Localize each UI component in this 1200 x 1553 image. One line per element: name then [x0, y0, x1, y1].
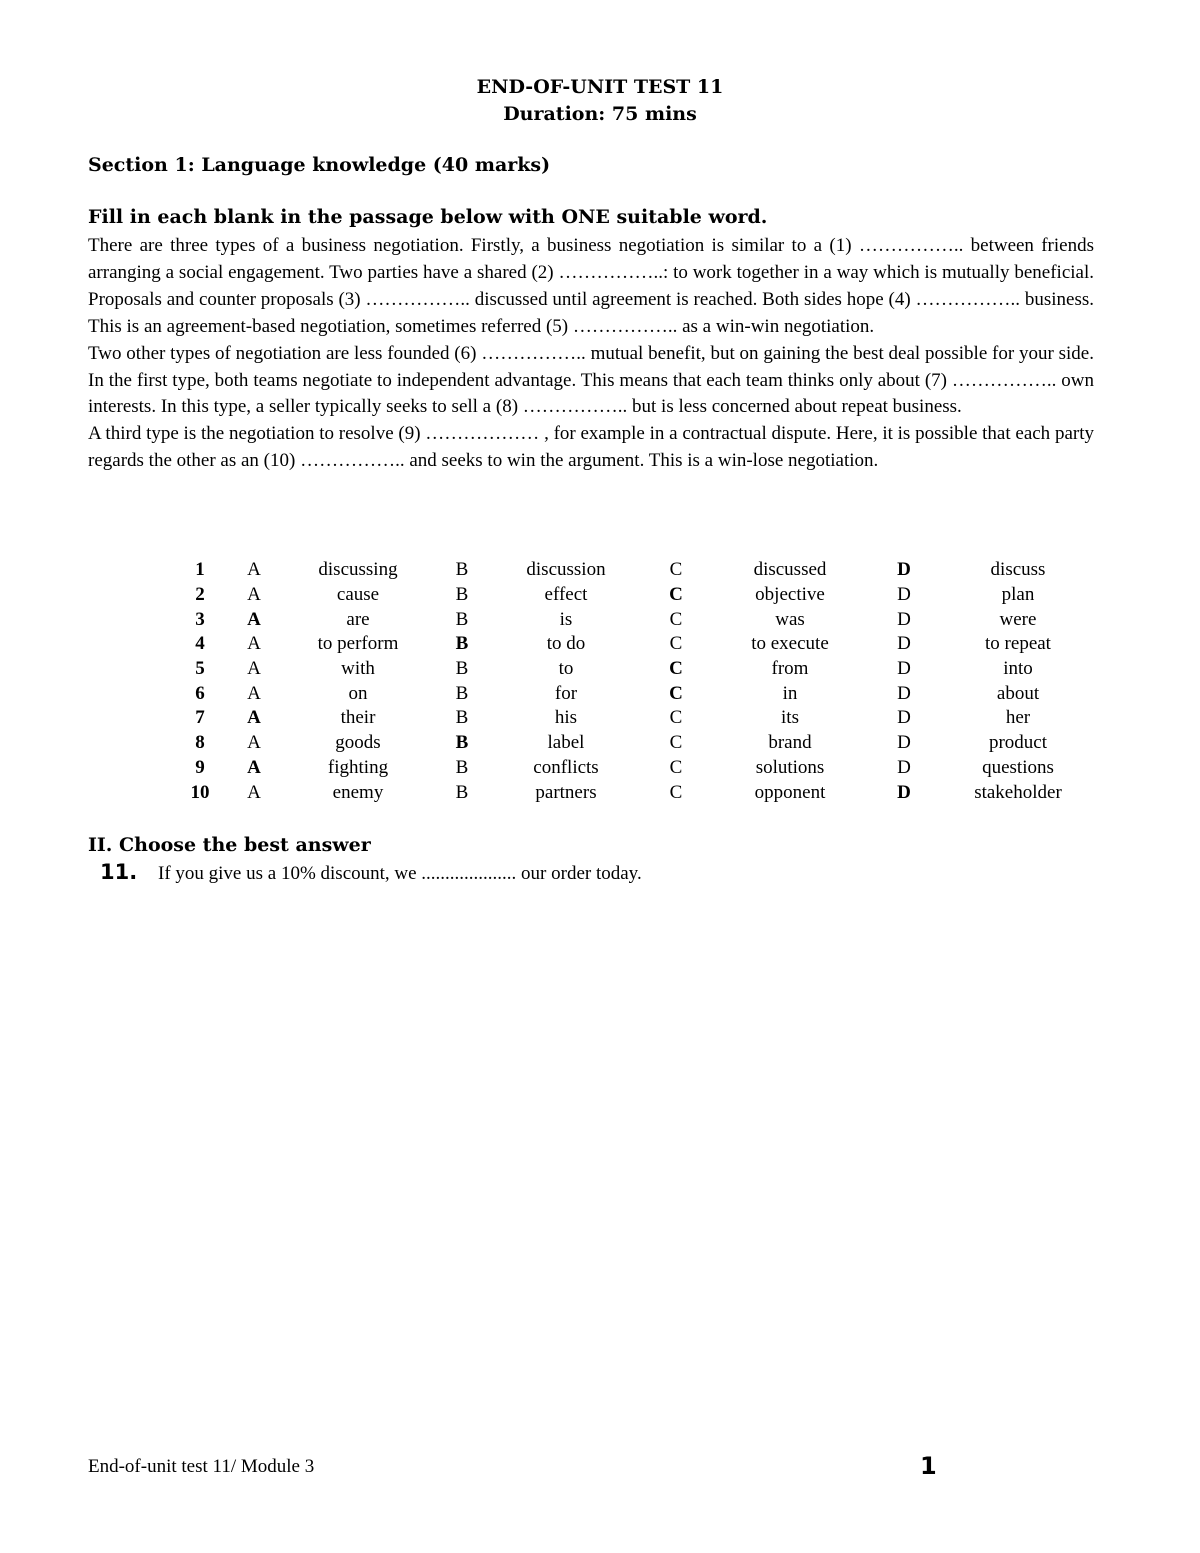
option-word-b: effect: [544, 584, 588, 606]
option-word-a: fighting: [327, 756, 389, 778]
option-word-a: to perform: [317, 633, 399, 655]
option-letter-d: D: [897, 584, 911, 606]
option-word-d: were: [999, 608, 1037, 630]
option-letter-d: D: [897, 732, 911, 754]
option-row: [170, 756, 1102, 781]
option-row: [170, 706, 1102, 731]
option-row: [170, 681, 1102, 706]
option-row: [170, 657, 1102, 682]
option-letter-b: B: [455, 584, 469, 606]
option-letter-c: C: [669, 707, 683, 729]
question-11: [100, 860, 642, 885]
option-letter-b: B: [455, 732, 469, 754]
option-letter-a: A: [247, 584, 261, 606]
option-row: [170, 780, 1102, 805]
option-word-d: into: [1003, 658, 1033, 680]
option-letter-c: C: [669, 633, 683, 655]
question-text: If you give us a 10% discount, we .................... our order today.: [158, 863, 642, 884]
option-word-c: objective: [755, 584, 825, 606]
options-table: [170, 558, 1102, 805]
option-word-a: cause: [336, 584, 380, 606]
option-word-c: opponent: [754, 781, 826, 803]
section-1-instruction: Fill in each blank in the passage below with ONE suitable word.: [88, 206, 768, 228]
option-number: 3: [195, 608, 205, 630]
option-word-a: goods: [335, 732, 381, 754]
option-word-a: with: [341, 658, 375, 680]
section-1-heading: Section 1: Language knowledge (40 marks): [88, 154, 551, 176]
option-word-d: plan: [1001, 584, 1035, 606]
option-word-b: his: [554, 707, 578, 729]
option-number: 6: [195, 682, 205, 704]
option-word-c: brand: [768, 732, 812, 754]
passage: [88, 233, 1094, 475]
option-letter-b: B: [455, 559, 469, 581]
document-header: [0, 74, 1200, 128]
option-word-c: its: [781, 707, 799, 729]
passage-paragraph-2: Two other types of negotiation are less founded (6) …………….. mutual benefit, but on gaining the best deal possible for your side. In the first type, both teams negotiate to independent advantage. This means that each team thinks only about (7) …………….. own interests. In this type, a seller typically seeks to sell a (8) …………….. but is less concerned about repeat business.: [88, 342, 1094, 418]
option-letter-d: D: [897, 658, 911, 680]
option-letter-b: B: [455, 707, 469, 729]
option-word-b: label: [547, 732, 585, 754]
option-letter-b: B: [455, 781, 469, 803]
option-letter-d: D: [897, 756, 911, 778]
option-letter-a: A: [247, 781, 261, 803]
option-word-c: discussed: [753, 559, 827, 581]
option-word-a: on: [348, 682, 368, 704]
option-word-c: solutions: [755, 756, 825, 778]
option-word-d: questions: [982, 756, 1054, 778]
option-word-b: partners: [535, 781, 597, 803]
option-letter-d: D: [897, 682, 911, 704]
option-word-c: in: [782, 682, 798, 704]
option-letter-a: A: [247, 608, 261, 630]
option-word-c: to execute: [751, 633, 829, 655]
option-word-d: about: [996, 682, 1040, 704]
option-letter-d: D: [897, 781, 911, 803]
option-letter-a: A: [247, 732, 261, 754]
option-letter-a: A: [247, 707, 261, 729]
option-letter-d: D: [897, 608, 911, 630]
option-letter-b: B: [455, 756, 469, 778]
option-word-a: enemy: [332, 781, 384, 803]
option-number: 1: [195, 559, 205, 581]
option-number: 7: [195, 707, 205, 729]
option-row: [170, 558, 1102, 583]
option-letter-b: B: [455, 633, 469, 655]
option-letter-a: A: [247, 682, 261, 704]
test-duration: Duration: 75 mins: [503, 103, 697, 125]
option-word-d: stakeholder: [974, 781, 1062, 803]
option-word-d: her: [1005, 707, 1031, 729]
option-letter-a: A: [247, 559, 261, 581]
option-letter-a: A: [247, 756, 261, 778]
section-2-heading: II. Choose the best answer: [88, 834, 371, 856]
test-title: END-OF-UNIT TEST 11: [476, 76, 724, 98]
option-letter-a: A: [247, 658, 261, 680]
option-word-b: to do: [546, 633, 586, 655]
option-word-c: was: [775, 608, 805, 630]
option-letter-b: B: [455, 682, 469, 704]
option-word-d: to repeat: [985, 633, 1051, 655]
option-letter-c: C: [669, 559, 683, 581]
option-word-b: conflicts: [533, 756, 599, 778]
option-letter-c: C: [669, 584, 683, 606]
option-number: 4: [195, 633, 205, 655]
option-row: [170, 607, 1102, 632]
passage-paragraph-3: A third type is the negotiation to resolve (9) ……………… , for example in a contractual dispute. Here, it is possible that each party regards the other as an (10) …………….. and seeks to win the argument. This is a win-lose negotiation.: [88, 423, 1094, 472]
option-word-b: is: [559, 608, 573, 630]
question-number: 11.: [100, 860, 138, 884]
option-letter-d: D: [897, 559, 911, 581]
page-footer: End-of-unit test 11/ Module 3: [88, 1456, 315, 1477]
option-letter-b: B: [455, 608, 469, 630]
option-word-b: discussion: [526, 559, 606, 581]
option-letter-d: D: [897, 633, 911, 655]
option-number: 5: [195, 658, 205, 680]
option-letter-b: B: [455, 658, 469, 680]
option-word-b: to: [558, 658, 574, 680]
option-number: 8: [195, 732, 205, 754]
option-number: 2: [195, 584, 205, 606]
option-word-a: their: [340, 707, 376, 729]
option-number: 9: [195, 756, 205, 778]
option-word-b: for: [554, 682, 578, 704]
option-word-a: discussing: [318, 559, 398, 581]
option-word-d: discuss: [990, 559, 1046, 581]
option-letter-c: C: [669, 756, 683, 778]
option-word-c: from: [771, 658, 809, 680]
option-letter-c: C: [669, 781, 683, 803]
option-letter-c: C: [669, 682, 683, 704]
option-letter-a: A: [247, 633, 261, 655]
option-letter-c: C: [669, 608, 683, 630]
option-letter-c: C: [669, 658, 683, 680]
option-row: [170, 583, 1102, 608]
page-number: 1: [920, 1452, 937, 1480]
option-letter-d: D: [897, 707, 911, 729]
option-word-d: product: [988, 732, 1048, 754]
option-row: [170, 731, 1102, 756]
option-letter-c: C: [669, 732, 683, 754]
option-word-a: are: [346, 608, 370, 630]
passage-paragraph-1: There are three types of a business negotiation. Firstly, a business negotiation is similar to a (1) …………….. between friends arranging a social engagement. Two parties have a shared (2) ……………..: to work together in a way which is mutually beneficial. Proposals and counter proposals (3) …………….. discussed until agreement is reached. Both sides hope (4) …………….. business. This is an agreement-based negotiation, sometimes referred (5) …………….. as a win-win negotiation.: [88, 235, 1094, 337]
option-number: 10: [190, 781, 210, 803]
option-row: [170, 632, 1102, 657]
